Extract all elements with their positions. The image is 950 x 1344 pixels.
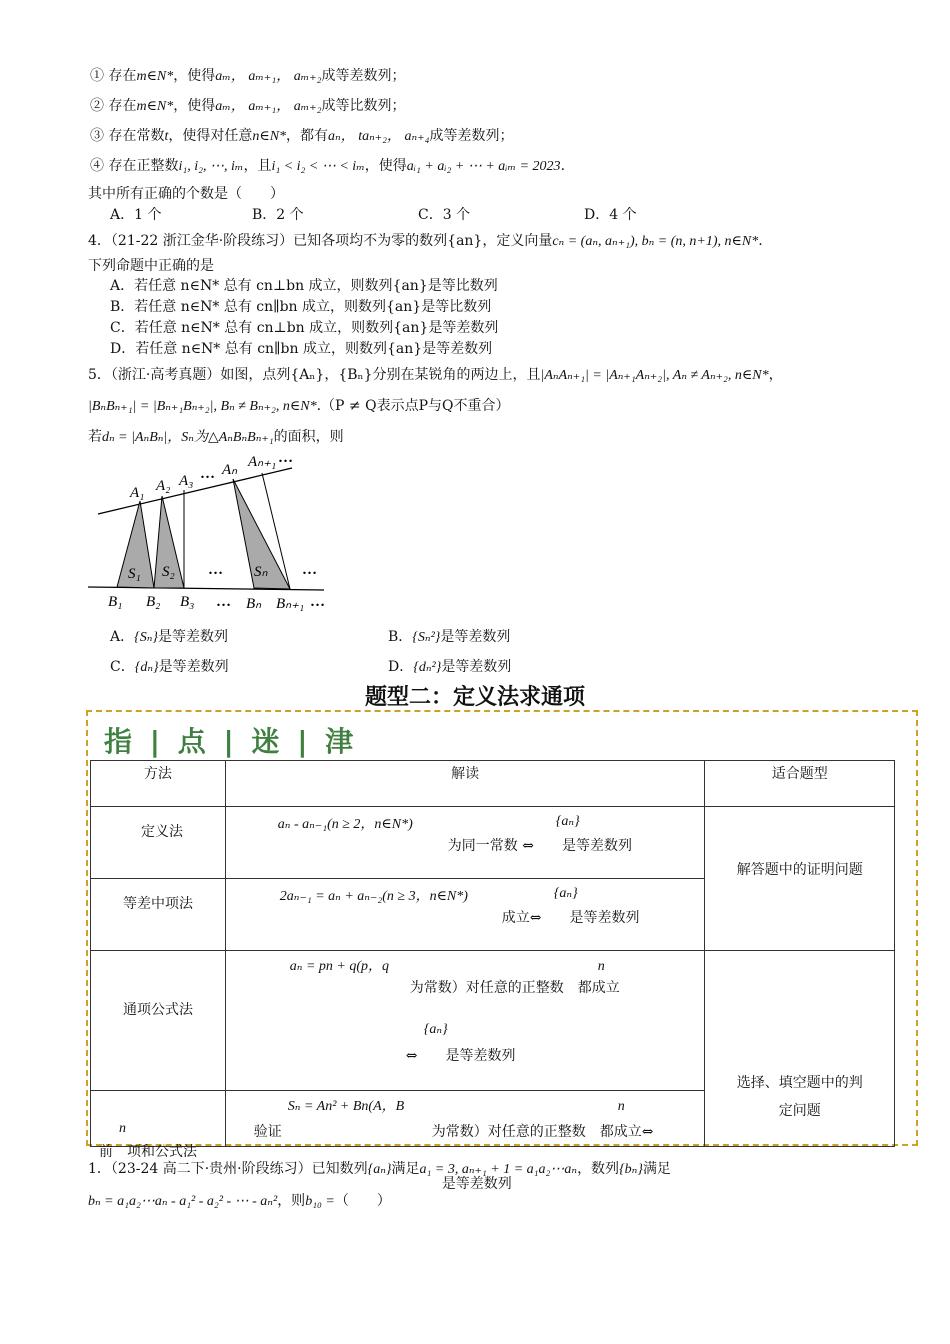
table-row	[91, 951, 895, 1091]
label-sn: Sₙ	[254, 564, 268, 580]
type-judgment: 选择、填空题中的判 定问题	[705, 951, 895, 1147]
q1-stem: 1．（23-24 高二下·贵州·阶段练习）已知数列{aₙ}满足a₁ = 3, aₙ₊₁ + 1 = a₁a₂⋯aₙ，数列{bₙ}满足	[88, 1161, 671, 1177]
interpretation-partial-sum: Sₙ = An² + Bn(A，B n 验证 为常数）对任意的正整数 都成立⇔ 是等差数列	[225, 1091, 705, 1147]
q3-option-d[interactable]: D．4 个	[584, 207, 637, 223]
table-header-row	[91, 761, 895, 807]
method-definition: 定义法	[91, 807, 226, 879]
q5-stem: 5．（浙江·高考真题）如图，点列{Aₙ}，{Bₙ}分别在某锐角的两边上，且|AₙAₙ₊₁| = |Aₙ₊₁Aₙ₊₂|, Aₙ ≠ Aₙ₊₂, n∈N*，	[88, 367, 783, 383]
header-problem-type: 适合题型	[705, 761, 895, 807]
q5-option-d[interactable]: D．{dₙ²}是等差数列	[388, 659, 512, 675]
label-b2: B₂	[146, 594, 161, 610]
header-method: 方法	[91, 761, 226, 807]
label-s2: S₂	[162, 564, 175, 580]
q3-option-b[interactable]: B．2 个	[252, 207, 304, 223]
label-bn: Bₙ	[246, 596, 262, 612]
interpretation-definition: aₙ - aₙ₋₁(n ≥ 2，n∈N*) {aₙ} 为同一常数 ⇔ 是等差数列	[225, 807, 705, 879]
section-title: 题型二：定义法求通项	[364, 685, 585, 710]
statement-1: ① 存在m∈N*，使得aₘ， aₘ₊₁， aₘ₊₂成等差数列；	[90, 68, 406, 84]
q5-stem-line2: |BₙBₙ₊₁| = |Bₙ₊₁Bₙ₊₂|, Bₙ ≠ Bₙ₊₂, n∈N*.（P ≠ Q表示点P与Q不重合）	[88, 398, 510, 414]
header-interpretation: 解读	[225, 761, 705, 807]
q4-stem: 4．（21-22 浙江金华·阶段练习）已知各项均不为零的数列{an}，定义向量cₙ = (aₙ, aₙ₊₁), bₙ = (n, n+1), n∈N*.	[88, 233, 763, 249]
q1-stem-line2: bₙ = a₁a₂⋯aₙ - a₁² - a₂² - ⋯ - aₙ²，则b₁₀ =（ ）	[88, 1193, 391, 1209]
label-s1: S₁	[128, 566, 141, 582]
q4-option-a[interactable]: A．若任意 n∈N* 总有 cn⊥bn 成立，则数列{an}是等比数列	[110, 278, 498, 294]
label-b1: B₁	[108, 594, 123, 610]
label-b3: B₃	[180, 594, 195, 610]
label-a2: A₂	[156, 478, 171, 494]
label-an: Aₙ	[222, 462, 238, 478]
q5-option-c[interactable]: C．{dₙ}是等差数列	[110, 659, 229, 675]
statement-3: ③ 存在常数t，使得对任意n∈N*，都有aₙ， taₙ₊₂， aₙ₊₄成等差数列；	[90, 128, 514, 144]
q3-option-c[interactable]: C．3 个	[418, 207, 471, 223]
q4-option-b[interactable]: B．若任意 n∈N* 总有 cn∥bn 成立，则数列{an}是等比数列	[110, 299, 492, 315]
q5-stem-line3: 若dₙ = |AₙBₙ|，Sₙ为△AₙBₙBₙ₊₁的面积，则	[88, 429, 344, 445]
label-b-dots-end: …	[310, 594, 325, 610]
q3-option-a[interactable]: A．1 个	[110, 207, 162, 223]
label-a-dots-end: …	[278, 450, 293, 466]
label-a-dots: …	[200, 466, 215, 482]
interpretation-general-term: aₙ = pn + q(p，q n 为常数）对任意的正整数 都成立 {aₙ} ⇔ 是等差数列	[225, 951, 705, 1091]
label-bn1: Bₙ₊₁	[276, 596, 305, 612]
label-s-dots: …	[208, 562, 223, 578]
q3-prompt: 其中所有正确的个数是（ ）	[88, 186, 284, 202]
label-an1: Aₙ₊₁	[248, 454, 277, 470]
type-proof: 解答题中的证明问题	[705, 807, 895, 951]
interpretation-arithmetic-mean: 2aₙ₋₁ = aₙ + aₙ₋₂(n ≥ 3，n∈N*) {aₙ} 成立⇔ 是等差数列	[225, 879, 705, 951]
q5-figure	[84, 448, 334, 616]
method-arithmetic-mean: 等差中项法	[91, 879, 226, 951]
statement-2: ② 存在m∈N*，使得aₘ， aₘ₊₁， aₘ₊₂成等比数列；	[90, 98, 406, 114]
label-b-dots: …	[216, 594, 231, 610]
label-s-dots-end: …	[302, 562, 317, 578]
q4-stem-line2: 下列命题中正确的是	[88, 258, 214, 274]
q5-option-b[interactable]: B．{Sₙ²}是等差数列	[388, 629, 511, 645]
statement-4: ④ 存在正整数i₁, i₂, ⋯, iₘ，且i₁ < i₂ < ⋯ < iₘ，使得aᵢ₁ + aᵢ₂ + ⋯ + aᵢₘ = 2023.	[90, 158, 566, 174]
method-general-term: 通项公式法	[91, 951, 226, 1091]
q4-option-d[interactable]: D．若任意 n∈N* 总有 cn∥bn 成立，则数列{an}是等差数列	[110, 341, 493, 357]
q5-option-a[interactable]: A．{Sₙ}是等差数列	[110, 629, 228, 645]
tips-banner: 指 | 点 | 迷 | 津	[104, 725, 358, 758]
q4-option-c[interactable]: C．若任意 n∈N* 总有 cn⊥bn 成立，则数列{an}是等差数列	[110, 320, 499, 336]
table-row	[91, 807, 895, 879]
label-a1: A₁	[130, 485, 145, 501]
method-partial-sum: n 前 项和公式法	[91, 1091, 226, 1147]
label-a3: A₃	[179, 473, 194, 489]
